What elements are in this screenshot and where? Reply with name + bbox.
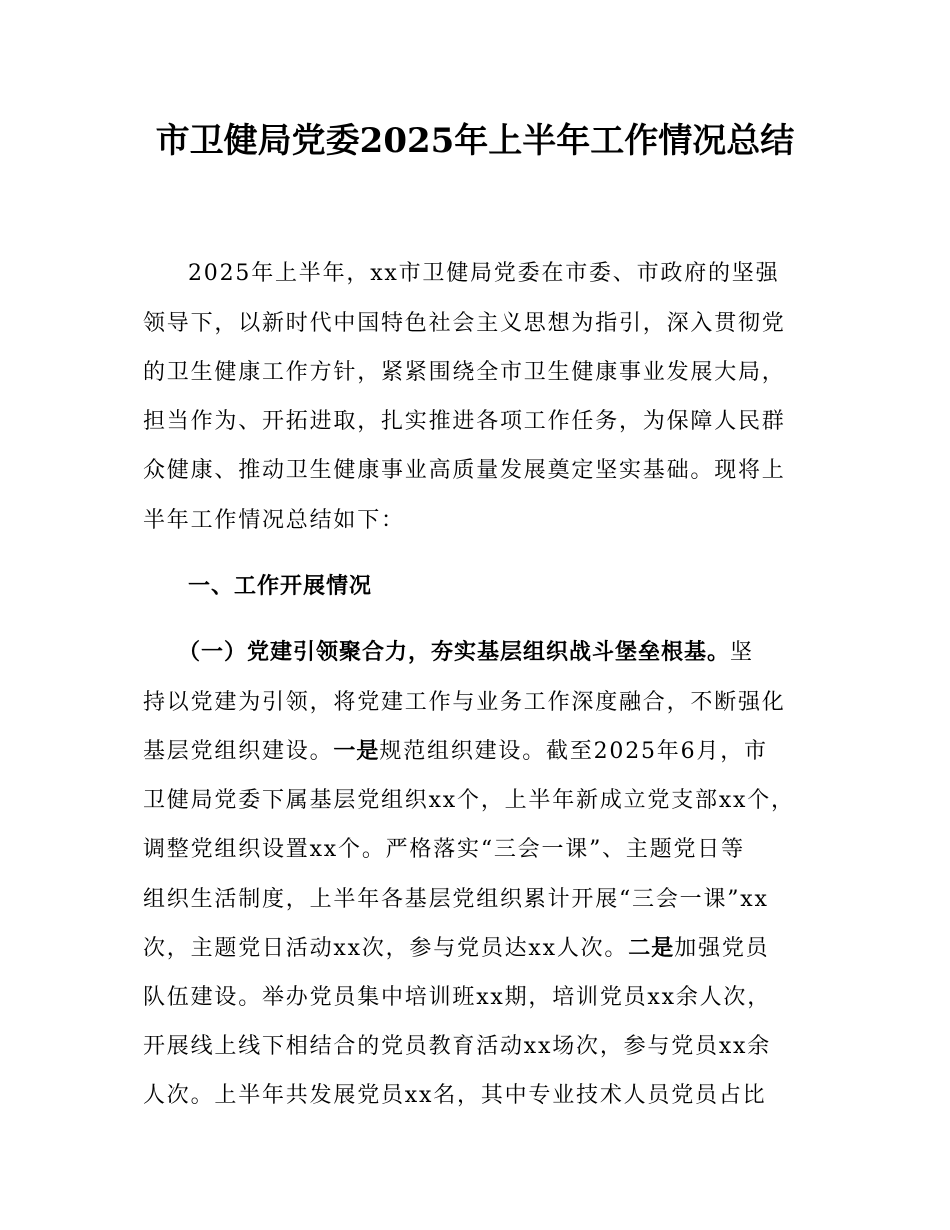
body-line: 卫健局党委下属基层党组织xx个，上半年新成立党支部xx个， (143, 788, 795, 813)
section-heading: 一、工作开展情况 (188, 574, 373, 599)
subsection-line (178, 638, 858, 668)
body-line (143, 737, 823, 767)
intro-line: 领导下，以新时代中国特色社会主义思想为指引，深入贯彻党 (143, 311, 786, 336)
document-title: 市卫健局党委2025年上半年工作情况总结 (155, 121, 795, 161)
body-text: 规范组织建设。截至2025年6月，市 (379, 739, 768, 764)
emphasis-label: 一是 (333, 739, 380, 764)
body-line: 组织生活制度，上半年各基层党组织累计开展“三会一课”xx (143, 887, 769, 912)
body-line: 队伍建设。举办党员集中培训班xx期，培训党员xx余人次， (143, 985, 772, 1010)
body-line (143, 934, 823, 964)
subsection-heading: （一）党建引领聚合力，夯实基层组织战斗堡垒根基。 (178, 640, 731, 665)
intro-line: 的卫生健康工作方针，紧紧围绕全市卫生健康事业发展大局， (143, 360, 786, 385)
intro-line: 2025年上半年，xx市卫健局党委在市委、市政府的坚强 (188, 261, 780, 286)
intro-line: 担当作为、开拓进取，扎实推进各项工作任务，为保障人民群 (143, 409, 786, 434)
intro-line: 众健康、推动卫生健康事业高质量发展奠定坚实基础。现将上 (143, 458, 786, 483)
body-line: 开展线上线下相结合的党员教育活动xx场次，参与党员xx余 (143, 1034, 772, 1059)
body-text: 基层党组织建设。 (143, 739, 334, 764)
subsection-text: 坚 (730, 640, 754, 665)
body-line: 调整党组织设置xx个。严格落实“三会一课”、主题党日等 (143, 837, 745, 862)
body-line: 持以党建为引领，将党建工作与业务工作深度融合，不断强化 (143, 690, 786, 715)
intro-line: 半年工作情况总结如下： (143, 508, 405, 533)
body-text: 加强党员 (674, 936, 770, 961)
emphasis-label: 二是 (628, 936, 675, 961)
body-line: 人次。上半年共发展党员xx名，其中专业技术人员党员占比 (143, 1083, 767, 1108)
body-text: 次，主题党日活动xx次，参与党员达xx人次。 (143, 936, 629, 961)
